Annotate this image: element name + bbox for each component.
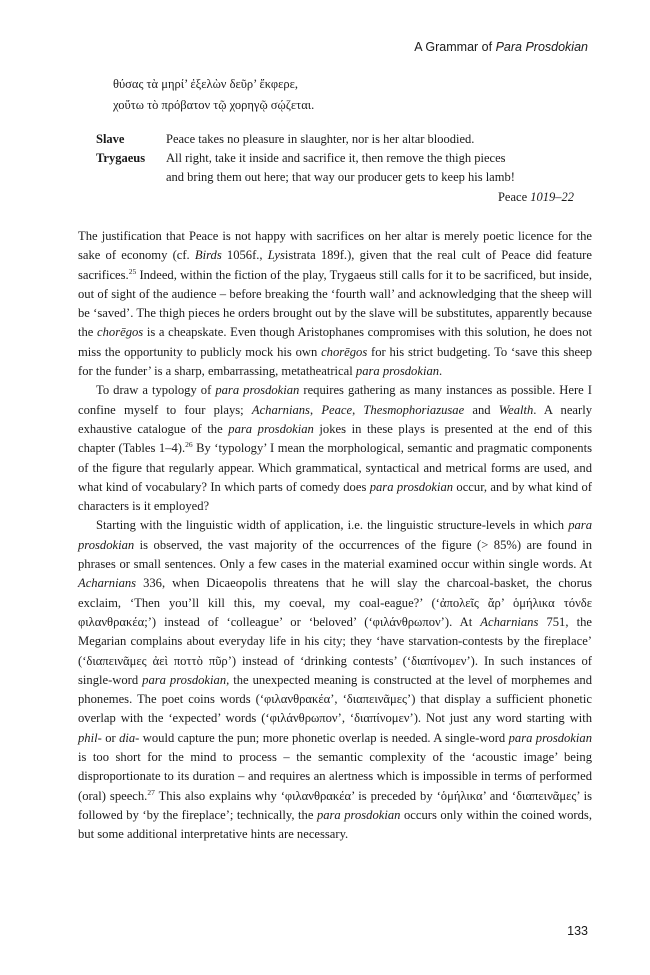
dialogue-text: and bring them out here; that way our producer gets to keep his lamb! (166, 170, 515, 184)
text-run: 1056f., (221, 248, 268, 263)
greek-verse-quote (113, 74, 314, 116)
italic-run: Lys (267, 248, 285, 263)
running-head-prefix: A Grammar of (414, 40, 496, 54)
dialogue-text: All right, take it inside and sacrifice it, then remove the thigh pieces (166, 151, 506, 165)
text-run: is too short for the mind to process – the semantic complexity of the ‘acoustic image’ being disproportionate to its duration – and requires an alertness which is impossible in terms of performed (oral) speech. (78, 750, 592, 803)
running-head-title: Para Prosdokian (495, 40, 588, 54)
italic-run: para prosdokian (215, 383, 300, 398)
citation-work: Peace (497, 190, 528, 204)
italic-run: para prosdokian (508, 730, 592, 745)
text-run: would capture the pun; more phonetic overlap is needed. A single-word (139, 730, 509, 745)
text-run: is observed, the vast majority of the occurrences of the figure (> 85%) are found in phrases or small sentences. Only a few cases in the material examined occur within single words. At (78, 537, 592, 572)
text-run: or (101, 730, 120, 745)
citation-lines: 1019–22 (530, 190, 574, 204)
translation-dialogue (96, 130, 580, 207)
text-run: jokes in these plays is presented at the end of this chapter (Tables 1–4). (78, 421, 592, 456)
italic-run: Birds (194, 248, 222, 263)
text-run: This also explains why ‘φιλανθρακέα’ is preceded by ‘ὁμήλικα’ and ‘διαπεινᾶμες’ is followed by ‘by the fireplace’; technically, the (78, 788, 593, 822)
text-run: the unexpected meaning is constructed at the level of morphemes and phonemes. The poet coins words (‘φιλανθρακέα’, ‘διαπεινᾶμες’) that display a sufficient phonetic overlap with the ‘expected’ words (‘φιλάνθρωπον’, ‘διαπίνομεν’). Not just any word starting with (78, 672, 592, 726)
paragraph (78, 516, 592, 844)
italic-run: phil- (78, 730, 102, 745)
footnote-ref: 25 (128, 266, 137, 276)
text-run: istrata 189f.), given that the real cult of Peace did feature sacrifices. (78, 248, 592, 282)
text-run: . A nearly exhaustive catalogue of the (78, 402, 592, 436)
body-text (78, 227, 592, 845)
text-run: Indeed, within the fiction of the play, Trygaeus still calls for it to be sacrificed, but inside, out of sight of the audience – before breaking the ‘fourth wall’ and acknowledging that the sheep will be ‘saved’. The thigh pieces he orders brought out by the slave will be substitutes, apparently because the (78, 267, 592, 340)
page-number: 133 (567, 924, 588, 938)
text-run: occur, and by what kind of characters is it employed? (78, 479, 592, 514)
italic-run: para prosdokian (228, 421, 314, 436)
dialogue-text: Peace takes no pleasure in slaughter, nor is her altar bloodied. (166, 132, 475, 146)
text-run: . (439, 364, 443, 379)
italic-run: Peace (321, 402, 353, 417)
text-run: and (464, 402, 499, 417)
italic-run: para prosdokian (316, 807, 401, 822)
speaker-name: Trygaeus (96, 151, 146, 165)
text-run: , (352, 402, 364, 417)
italic-run: Acharnians (78, 576, 137, 591)
text-run: requires gathering as many instances as possible. Here I confine myself to four plays; (78, 383, 592, 417)
dialogue-line (96, 130, 580, 149)
text-run: occurs only within the coined words, but some additional interpretative hints are necessary. (78, 807, 592, 842)
italic-run: chorēgos (97, 325, 144, 340)
paragraph (78, 381, 592, 516)
running-head (414, 40, 588, 54)
italic-run: Acharnians (251, 402, 310, 417)
italic-run: para prosdokian (369, 479, 454, 494)
text-run: is a cheapskate. Even though Aristophanes compromises with this solution, he does not miss the opportunity to publicly mock his own (78, 325, 592, 359)
text-run: 336, when Dicaeopolis threatens that he will slay the charcoal-basket, the chorus exclaim, ‘Then you’ll kill this, my coeval, my coal-eague?’ (‘ἀπολεῖς ἄρ’ ὁμήλικα τόνδε φιλανθρακέα;’) instead of ‘colleague’ or ‘beloved’ (‘φιλάνθρωπον’). At (78, 576, 592, 629)
text-run: The justification that Peace is not happy with sacrifices on her altar is merely poetic licence for the sake of economy (cf. (78, 229, 592, 263)
italic-run: Wealth (498, 402, 534, 417)
italic-run: Acharnians (480, 614, 539, 629)
text-run: Starting with the linguistic width of application, i.e. the linguistic structure-levels in which (96, 518, 569, 533)
speaker-name (96, 168, 166, 187)
speaker-name: Slave (96, 132, 125, 146)
text-run: 751, the Megarian complains about everyday life in his city; they ‘have starvation-contests by the fireplace’ (‘διαπεινᾶμες ἀεὶ ποττὸ πῦρ’) instead of ‘drinking contests’ (‘διαπίνομεν’). In such instances of single-word (78, 614, 592, 687)
italic-run: Thesmophoriazusae (363, 402, 465, 417)
italic-run: para prosdokian, (142, 672, 230, 687)
verse-line: θύσας τὰ μηρί’ ἐξελὼν δεῦρ’ ἔκφερε, (113, 77, 299, 91)
italic-run: para prosdokian (78, 518, 592, 552)
text-run: To draw a typology of (96, 383, 216, 398)
dialogue-line (96, 149, 580, 168)
italic-run: dia- (119, 730, 140, 745)
dialogue-line (96, 168, 580, 187)
citation (96, 188, 580, 207)
verse-line: χοὔτω τὸ πρόβατον τῷ χορηγῷ σῴζεται. (113, 98, 315, 112)
text-run: By ‘typology’ I mean the morphological, semantic and pragmatic components of the figure that regularly appear. Which grammatical, syntactical and metrical forms are used, and what kind of vocabulary? In which parts of comedy does (78, 441, 593, 494)
text-run: for his strict budgeting. To ‘save this sheep for the funder’ is a sharp, embarrassing, metatheatrical (78, 344, 593, 379)
paragraph (78, 227, 592, 381)
italic-run: para prosdokian (355, 364, 440, 379)
italic-run: chorēgos (321, 344, 368, 359)
text-run: , (309, 402, 322, 417)
footnote-ref: 26 (185, 440, 193, 450)
footnote-ref: 27 (147, 787, 155, 797)
